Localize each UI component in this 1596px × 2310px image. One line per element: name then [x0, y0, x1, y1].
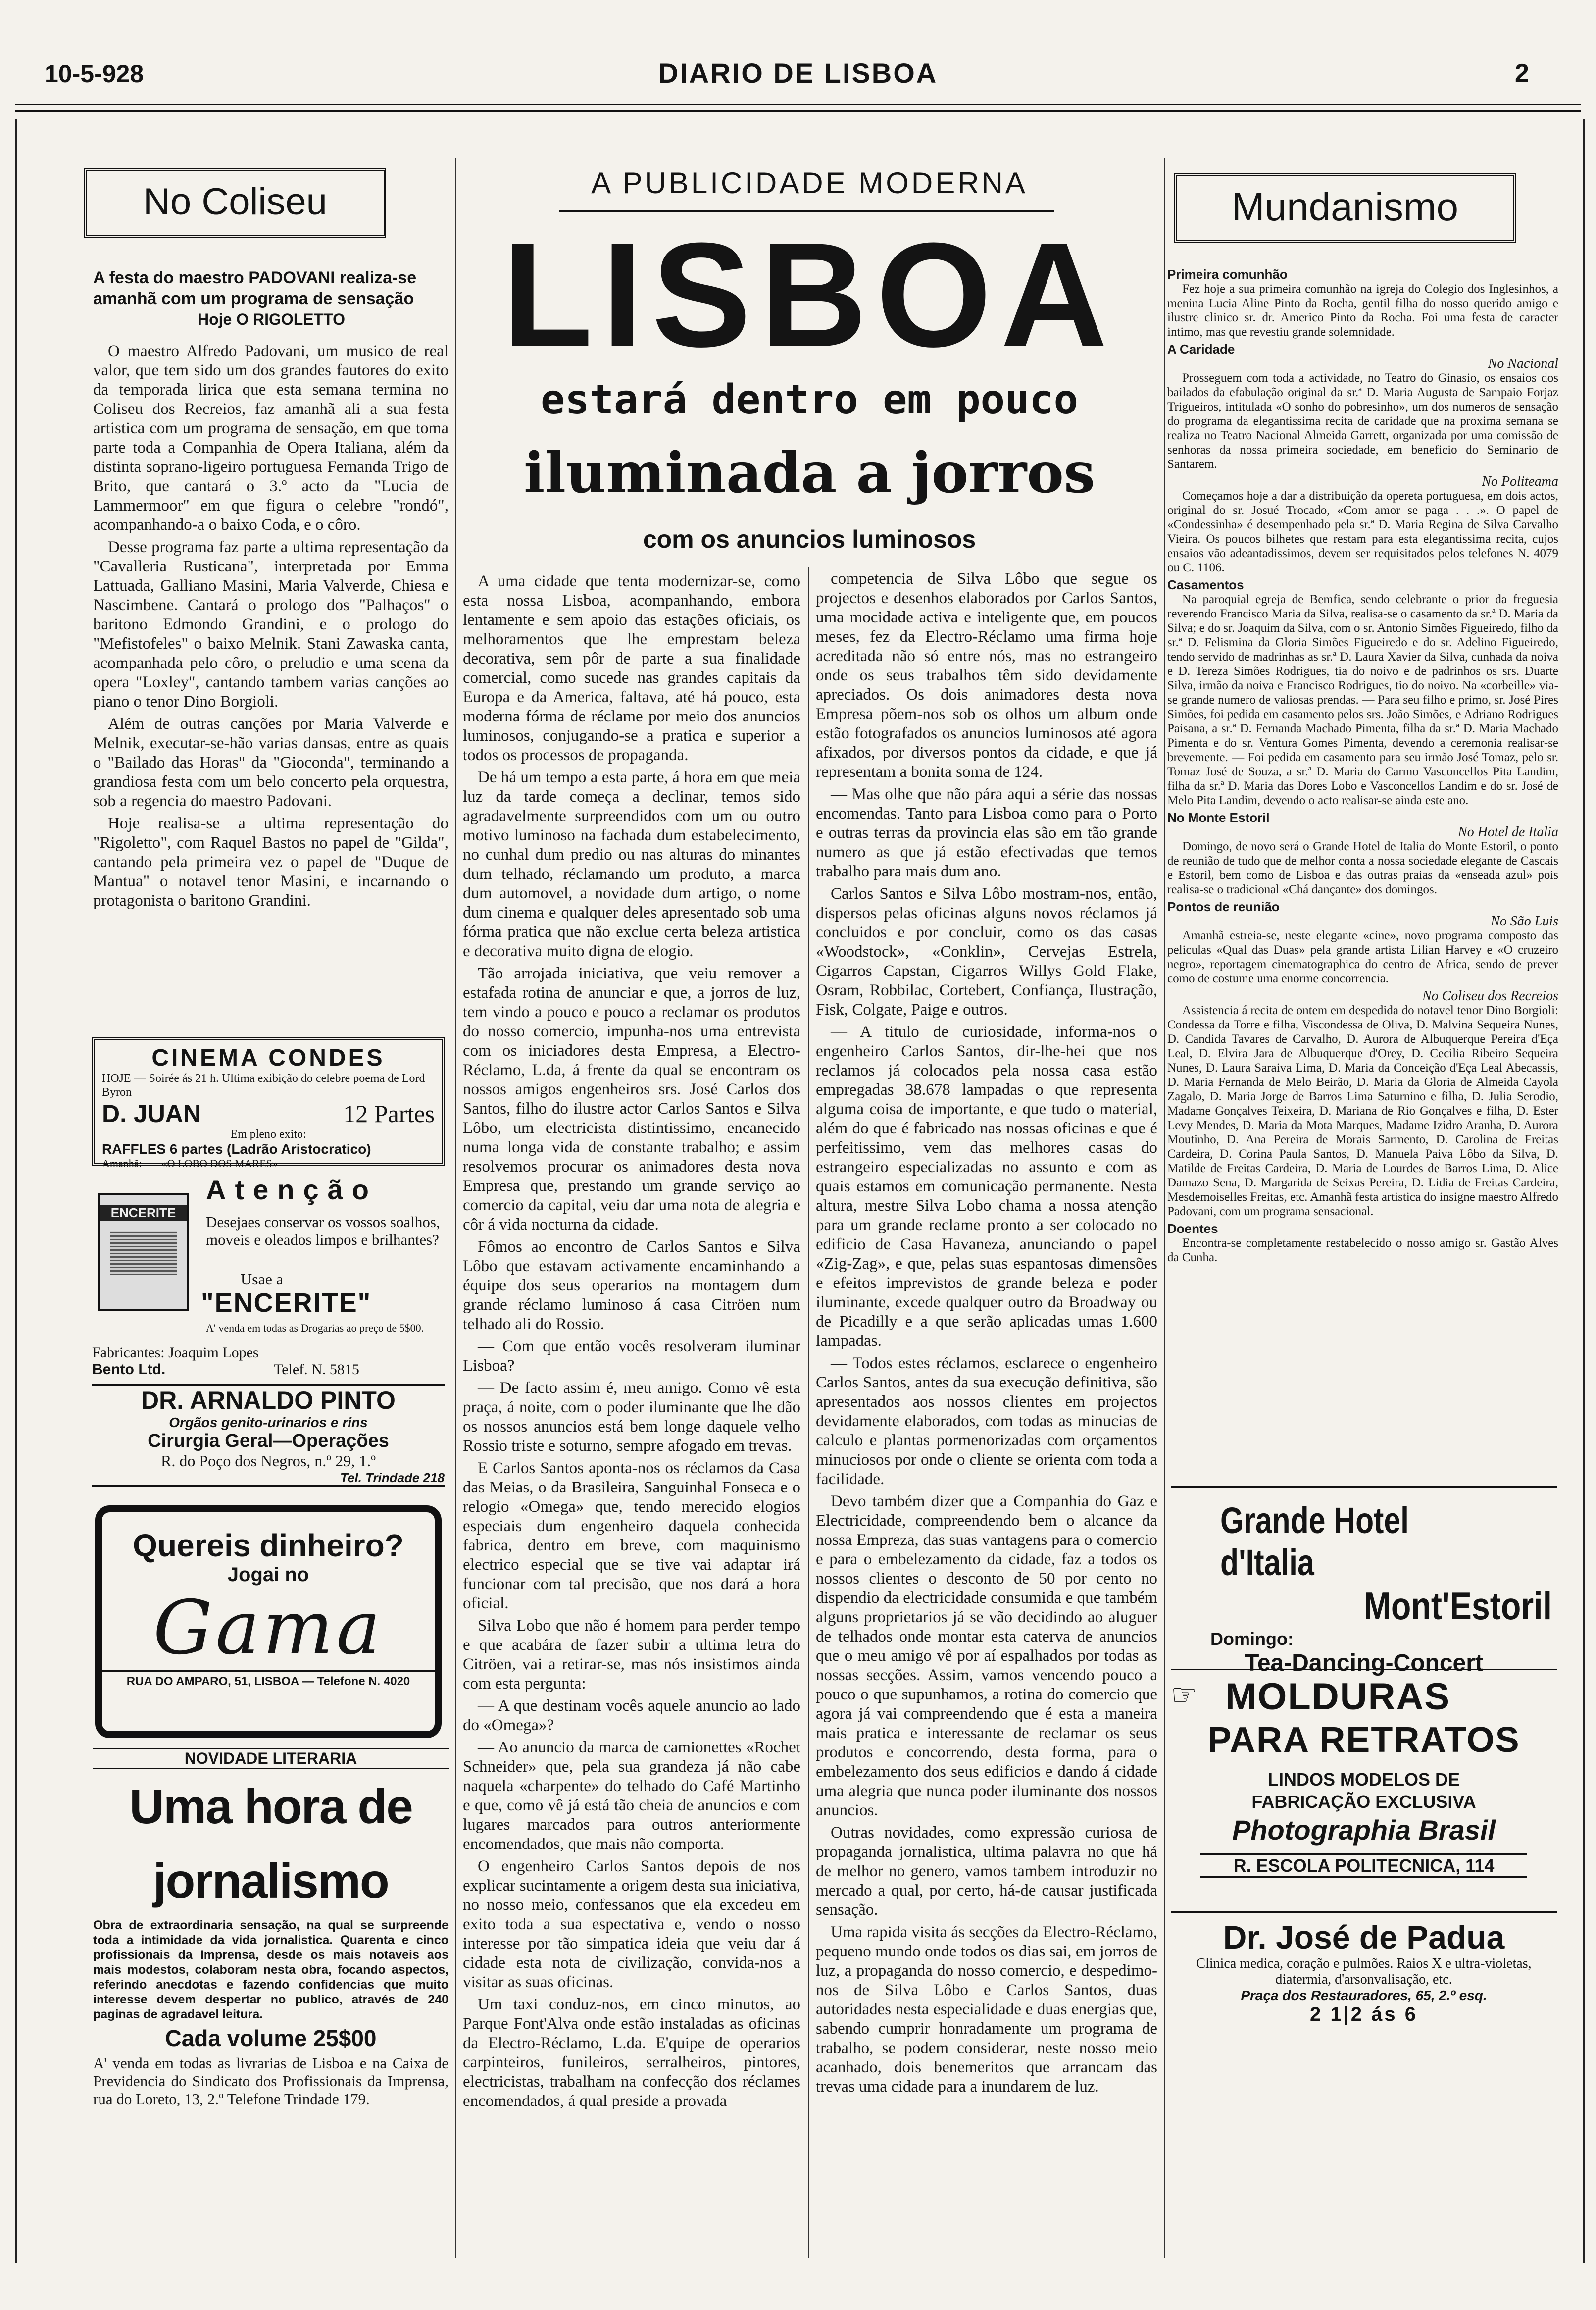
- coliseu-headline-1: A festa do maestro PADOVANI realiza-se: [93, 268, 417, 287]
- book-text: Obra de extraordinaria sensação, na qual se surpreende toda a intimidade da vida jornalistica. Quarenta e cinco profissionais da Imprensa, desde os mais notaveis aos mais modestos, colaboram nesta obra, focando aspectos, referindo anecdotas e fazendo confidencias que muito interesse devem despertar no publico, através de 240 paginas de agradavel leitura.: [93, 1918, 449, 2021]
- article-paragraph: De há um tempo a esta parte, á hora em que meia luz da tarde começa a declinar, temos sido agradavelmente surpreendidos com um ou outro motivo luminoso na fachada dum estabelecimento, no cunhal dum predio ou nas alturas do minantes dum telhado, réclamando um produto, a marca dum automovel, a novidade dum artigo, o nome dum cinema e qualquer deles apresentado sob uma fórma pratica que não exclue certa beleza artistica e decorativa muito digna de elogio.: [463, 769, 800, 960]
- padua-ad: [1171, 1911, 1557, 2072]
- book-label: NOVIDADE LITERARIA: [93, 1748, 449, 1769]
- molduras-line-2: FABRICAÇÃO EXCLUSIVA: [1251, 1792, 1476, 1812]
- section-head: No Monte Estoril: [1167, 810, 1270, 825]
- coliseu-paragraph: Hoje realisa-se a ultima representação do "Rigoletto", com Raquel Bastos no papel de "Gilda", cantando pela primeira vez o papel de "Duque de Mantua" o notavel tenor Masini, e incarnando o protagonista o baritono Grandini.: [93, 815, 449, 910]
- encerite-tin-text: [110, 1231, 177, 1275]
- coliseu-headline-2: amanhã com um programa de sensação: [93, 289, 414, 308]
- gama-ad: [95, 1505, 442, 1738]
- hotel-italia-ad: [1171, 1486, 1557, 1676]
- doctor-name: DR. ARNALDO PINTO: [141, 1386, 396, 1414]
- headline-part-3: iluminada a jorros: [523, 441, 1095, 506]
- section-subhead: No São Luis: [1491, 914, 1558, 929]
- cinema-film: D. JUAN: [102, 1100, 201, 1128]
- book-title: Uma hora de jornalismo: [129, 1779, 412, 1908]
- lisboa-article-col1: [463, 572, 800, 2246]
- section-text: Prosseguem com toda a actividade, no Teatro do Ginasio, os ensaios dos bailados da efabulação original da sr.ª D. Maria Augusta de Sampaio Forjaz Trigueiros, intitulada «O sonho do pobresinho», um dos numeros de sensação do programa da elegantissima recita de caridade que na proxima semana se realiza no Teatro Nacional Almeida Garrett, organizada por uma comissão de senhoras da nossa primeira sociedade, em beneficio do Seminario de Santarem.: [1167, 371, 1558, 471]
- coliseu-paragraph: Além de outras canções por Maria Valverde e Melnik, executar-se-hão varias dansas, entre as quais o "Bailado das Horas" da "Gioconda", terminando a grandiosa festa com um belo concerto pela orquestra, sob a regencia do maestro Padovani.: [93, 715, 449, 810]
- doctor-tel: Tel. Trindade 218: [340, 1470, 445, 1485]
- molduras-subheading: PARA RETRATOS: [1207, 1720, 1520, 1760]
- doctor-spec: Orgãos genito-urinarios e rins: [169, 1415, 368, 1430]
- hotel-event: Tea-Dancing-Concert: [1245, 1650, 1483, 1676]
- mundanismo-box-title: Mundanismo: [1174, 173, 1516, 243]
- molduras-ad: [1171, 1669, 1557, 1903]
- headline-part-4: com os anuncios luminosos: [643, 525, 976, 553]
- cinema-next-label: Em pleno exito:: [230, 1128, 306, 1141]
- cinema-line: HOJE — Soirée ás 21 h. Ultima exibição do celebre poema de Lord Byron: [102, 1072, 425, 1099]
- encerite-tel: Telef. N. 5815: [273, 1361, 359, 1378]
- publicity-kicker: A PUBLICIDADE MODERNA: [591, 166, 1028, 200]
- section-text: Encontra-se completamente restabelecido o nosso amigo sr. Gastão Alves da Cunha.: [1167, 1236, 1558, 1264]
- coliseu-subhead: Hoje O RIGOLETTO: [197, 310, 346, 328]
- page-number: 2: [1515, 59, 1529, 88]
- newspaper-title: DIARIO DE LISBOA: [658, 57, 938, 89]
- coliseu-headline: [93, 267, 449, 330]
- gama-question: Quereis dinheiro?: [133, 1528, 404, 1563]
- section-subhead: No Hotel de Italia: [1458, 824, 1558, 840]
- encerite-heading: Atenção: [206, 1174, 378, 1205]
- column-rule-right: [1164, 158, 1165, 2258]
- cinema-next: RAFFLES 6 partes (Ladrão Aristocratico): [102, 1141, 371, 1157]
- padua-name: Dr. José de Padua: [1223, 1919, 1505, 1955]
- article-paragraph: Devo também dizer que a Companhia do Gaz e Electricidade, compreendendo bem o alcance da nossa Empreza, das suas vantagens para o comercio e para o embelezamento da cidade, faz a todos os nossos clientes o desconto de 50 por cento no dispendio da electricidade consumida e que também alguns proprietarios já se vão decidindo ao aluguer de telhados onde montar esta caterva de anuncios que o meu amigo vê por aí espalhados por todas as nossas secções. Assim, vamos vencendo pouco a pouco o que supunhamos, a rotina do comercio que agora já vai compreendendo que é esta a maneira mais pratica e interessante de reclamar os seus produtos e concorrendo, desta forma, para o embelezamento dos seus edificios e dando á cidade uma alegria que nunca poder iluminante dos nossos anuncios.: [816, 1492, 1157, 1819]
- section-head: A Caridade: [1167, 342, 1235, 357]
- coliseu-paragraph: Desse programa faz parte a ultima representação da "Cavalleria Rusticana", interpretada por Emma Lattuada, Galliano Masini, Maria Valverde, Chiesa e Nascimbene. Cantará o prologo dos "Palhaços" o baritono Edmondo Grandini, e o prologo do "Mefistofeles" o baixo Melnik. Stani Zawaska canta, acompanhada pelo côro, o preludio e uma scena da opera "Loxley", cantando tambem varias canções ao piano o tenor Dino Borgioli.: [93, 538, 449, 711]
- section-subhead: No Politeama: [1482, 474, 1558, 489]
- encerite-tin-label: ENCERITE: [100, 1205, 187, 1221]
- encerite-makers: [92, 1344, 445, 1378]
- article-paragraph: Um taxi conduz-nos, em cinco minutos, ao Parque Font'Alva onde estão instaladas as oficinas da Electro-Réclamo, L.da. E'quipe de operarios carpinteiros, funileiros, serralheiros, pintores, electricistas, trabalham na confecção dos réclames encomendados, á qual preside a provada: [463, 1996, 800, 2110]
- encerite-makers-name: Fabricantes: Joaquim Lopes: [92, 1344, 259, 1361]
- molduras-line-1: LINDOS MODELOS DE: [1267, 1769, 1460, 1790]
- coliseu-box-title: No Coliseu: [84, 168, 386, 238]
- article-paragraph: — Mas olhe que não pára aqui a série das nossas encomendas. Tanto para Lisboa como para o Porto e outras terras da provincia elas são em tão grande numero as que já estão efectivadas que temos trabalho para mais dum ano.: [816, 785, 1157, 880]
- pointing-hand-icon: ☞: [1171, 1678, 1197, 1712]
- article-paragraph: Fômos ao encontro de Carlos Santos e Silva Lôbo que estavam activamente encaminhando a équipe dos seus operarios na montagem dum grande réclamo luminoso á casa Citröen num telhado ali do Rossio.: [463, 1238, 800, 1333]
- cinema-parts: 12 Partes: [343, 1100, 435, 1128]
- padua-hours: 2 1|2 ás 6: [1309, 2003, 1418, 2025]
- lisboa-headline: LISBOA: [502, 211, 1117, 378]
- molduras-address: R. ESCOLA POLITECNICA, 114: [1200, 1853, 1527, 1878]
- header-rule: [15, 104, 1581, 112]
- article-paragraph: A uma cidade que tenta modernizar-se, como esta nossa Lisboa, acompanhando, embora lentamente e sem apoio das estações oficiais, os melhoramentos que lhe emprestam beleza decorativa, sem pôr de parte a sua finalidade comercial, como sucede nas grandes capitais da Europa e da America, faltava, até há pouco, esta moderna fórma de réclame por meio dos anuncios luminosos, conjugando-se a pratica e superior a todos os processos de propaganda.: [463, 572, 800, 764]
- encerite-makers-name-2: Bento Ltd.: [92, 1361, 166, 1378]
- cinema-tomorrow: «O LOBO DOS MARES»: [161, 1157, 278, 1170]
- article-paragraph: O engenheiro Carlos Santos depois de nos explicar sucintamente a origem desta sua iniciativa, no nosso meio, confessanos que ela excedeu em exito toda a sua espectativa e, vendo o nosso interesse por tão simpatica ideia que veiu dar á cidade esta nota de civilização, convida-nos a visitar as suas oficinas.: [463, 1857, 800, 1991]
- article-paragraph: — Ao anuncio da marca de camionettes «Rochet Schneider» que, pela sua grandeza já não cabe naquela «charpente» do telhado do Café Martinho e que, como vê já está tão cheia de anuncios e com lugares marcados para outros anteriormente encomendados, que mais não comporta.: [463, 1739, 800, 1853]
- article-paragraph: Carlos Santos e Silva Lôbo mostram-nos, então, dispersos pelas oficinas alguns novos réclamos já concluidos e por concluir, como os das casas «Woodstock», «Conklin», Cervejas Estrela, Cigarros Capstan, Cigarros Willys Gold Flake, Osram, Robbilac, Cortebert, Confiança, Ilustração, Fisk, Colgate, Paige e outros.: [816, 885, 1157, 1019]
- section-text: Começamos hoje a dar a distribuição da opereta portuguesa, em dois actos, original do sr. Josué Trocado, «Com amor se paga . . .». O papel de «Condessinha» é desempenhado pela sr.ª D. Maria Regina de Silva Carvalho Vieira. Os poucos bilhetes que restam para esta elegantissima recita, cujos ensaios vão adeantadissimos, devem ser requisitados pelos telefones N. 4079 ou C. 1106.: [1167, 489, 1558, 574]
- article-paragraph: Silva Lobo que não é homem para perder tempo e que acabára de fazer subir a ultima letra do Citröen, vai a retirar-se, mas nós insistimos ainda com esta pergunta:: [463, 1617, 800, 1693]
- article-paragraph: E Carlos Santos aponta-nos os réclamos da Casa das Meias, o da Brasileira, Sanguinhal Fonseca e o relogio «Omega» que, tendo merecido elogios especiais dum engenheiro daquela conhecida fabrica, dentro em breve, com maquinismo electrico especial que se tive vai adaptar irá funcionar com tal precisão, que nos dará a hora oficial.: [463, 1459, 800, 1612]
- molduras-heading: MOLDURAS: [1225, 1676, 1451, 1718]
- column-rule-center: [808, 567, 809, 2258]
- article-paragraph: Tão arrojada iniciativa, que veiu remover a estafada rotina de anunciar e que, a jorros de luz, tem vindo a pouco e pouco a reclamar os produtos do nosso comercio, impunha-nos uma entrevista com os iniciadores desta Empresa, a Electro-Réclamo, L.da, á frente da qual se encontram os nossos amigos engenheiros srs. José Carlos dos Santos, filho do ilustre actor Carlos Santos e Silva Lôbo, um electricista distintissimo, encanecido numa longa vida de constante trabalho; e assim resolvemos procurar os animadores desta nova Empresa que, prestando um grande serviço ao comercio da capital, veiu dar uma nota de alegria e côr á vida nocturna da cidade.: [463, 965, 800, 1233]
- section-text: Amanhã estreia-se, neste elegante «cine», novo programa composto das peliculas «Qual das Duas» pela grande artista Lilian Harvey e «O cruzeiro negro», reportagem cinematographica do centro de Africa, sendo de prever como de costume uma enorme concorrencia.: [1167, 929, 1558, 985]
- lisboa-article-col2: [816, 569, 1157, 2246]
- padua-line-1: Clinica medica, coração e pulmões. Raios X e ultra-violetas, diatermia, d'arsonvalisação, etc.: [1196, 1956, 1532, 1987]
- gama-logo: Gama: [153, 1585, 384, 1671]
- headline-part-2: estará dentro em pouco: [540, 376, 1079, 423]
- hotel-name-1: Grande Hotel d'Italia: [1220, 1500, 1409, 1583]
- mundanismo-column: [1167, 267, 1558, 1476]
- coliseu-article: [93, 342, 449, 1018]
- column-rule-left: [455, 158, 456, 2258]
- encerite-brand: "ENCERITE": [201, 1288, 372, 1318]
- article-paragraph: Outras novidades, como expressão curiosa de propaganda jornalistica, ultima palavra no que há de melhor no genero, vamos tambem introduzir no mercado a qual, por certo, há-de causar justificada sensação.: [816, 1824, 1157, 1919]
- section-head: Casamentos: [1167, 577, 1244, 592]
- section-subhead: No Nacional: [1488, 356, 1558, 371]
- issue-date: 10-5-928: [45, 60, 144, 88]
- hotel-name-2: Mont'Estoril: [1363, 1584, 1552, 1628]
- section-text: Na paroquial egreja de Bemfica, sendo celebrante o prior da freguesia reverendo Francisco Maria da Silva, realisa-se o casamento da sr.ª D. Maria da Silva; e do sr. Joaquim da Silva, com o sr. Antonio Simões Figueiredo, filho da sr.ª D. Felismina da Gloria Simões Figueiredo e do sr. Adelino Figueiredo, tendo servido de madrinhas as sr.ª D. Laura Xavier da Silva, cunhada da noiva e D. Tereza Simões Rodrigues, tia do noivo e de padrinhos os srs. Duarte Silva, irmão da noiva e Francisco Rodrigues, tio do noivo. Na «corbeille» via-se grande numero de valiosas prendas. — Para seu filho e primo, sr. José Pires Simões, foi pedida em casamento pelos srs. João Simões, e Adriano Rodrigues Paisana, a sr.ª D. Fernanda Machado Pimenta, filha da sr.ª D. Maria Machado Pimenta e do sr. Ventura Gomes Pimenta, devendo a ceremonia realisar-se brevemente. — Foi pedida em casamento para seu irmão José Tomaz, pelo sr. Tomaz José de Souza, a sr.ª D. Maria do Carmo Vasconcellos Pita Landim, filha da sr.ª D. Maria das Dores Lobo e Vasconcellos Landim e do sr. José de Melo Pita Landim, devendo o acto realisar-se ainda este ano.: [1167, 593, 1558, 807]
- book-ad: [93, 1748, 449, 2108]
- section-head: Pontos de reunião: [1167, 899, 1280, 914]
- hotel-day: Domingo:: [1210, 1629, 1294, 1649]
- article-paragraph: competencia de Silva Lôbo que segue os projectos e desenhos elaborados por Carlos Santos, uma mocidade activa e inteligente que, em poucos meses, fez da Electro-Réclamo uma firma hoje acreditada não só entre nós, mas no estrangeiro onde os seus trabalhos têm sido devidamente apreciados. Os dois animadores desta nova Empresa põem-nos sob os olhos um album onde estão fotografados os anuncios luminosos até agora afixados, por diversos pontos da cidade, e que já representam a bonita soma de 124.: [816, 570, 1157, 781]
- section-subhead: No Coliseu dos Recreios: [1422, 988, 1558, 1004]
- doctor-address: R. do Poço dos Negros, n.º 29, 1.º: [160, 1452, 376, 1470]
- cinema-condes-ad: [92, 1037, 445, 1170]
- article-paragraph: Uma rapida visita ás secções da Electro-Réclamo, pequeno mundo onde todos os dias sai, em jorros de luz, a propaganda do nosso comercio, e despedimo-nos de Silva Lôbo e Carlos Santos, duas autoridades nesta especialidade e duas energias que, sabendo cumprir honradamente um programa de trabalho, se podem considerar, neste nosso meio acanhado, dois benemeritos que arrancam das trevas uma cidade para a inundarem de luz.: [816, 1923, 1157, 2096]
- coliseu-paragraph: O maestro Alfredo Padovani, um musico de real valor, que tem sido um dos grandes fautores do exito da temporada lirica que esta semana termina no Coliseu dos Recreios, faz amanhã ali a sua festa artistica com um programa de sensação, em que toma parte toda a Companhia de Opera Italiana, além da distinta soprano-ligeiro portuguesa Fernanda Trigo de Brito, que cantará o 3.º acto da "Lucia de Lammermoor" em que figura o celebre "rondó", acompanhando-a o baixo Coda, e o côro.: [93, 342, 449, 534]
- section-text: Domingo, de novo será o Grande Hotel de Italia do Monte Estoril, o ponto de reunião de tudo que de melhor conta a nossa sociedade elegante de Cascais e Estoril, bem como de Lisboa e das outras praias da «enseada azul» pois realisa-se o tradicional «Chá dançante» dos domingos.: [1167, 840, 1558, 896]
- article-paragraph: — A titulo de curiosidade, informa-nos o engenheiro Carlos Santos, dir-lhe-hei que nos reclamos já colocados pela nossa casa estão empregadas 38.678 lampadas o que representa alguma coisa de importante, e que tudo o material, além do que é fabricado nas nossas oficinas e que é perfeitissimo, vem das melhores casas do estrangeiro especializadas no assunto e com as quais estamos em comunicação permanente. Nesta altura, mestre Silva Lobo chama a nossa atenção para um grande reclame pronto a ser colocado no edificio de Casa Havaneza, anunciando o papel «Zig-Zag», e que, pelas suas espantosas dimensões e efeitos imprevistos de grande beleza e poder iluminante, excede qualquer outro da Broadway ou de Picadilly e a que serão aplicadas umas 1.600 lampadas.: [816, 1023, 1157, 1350]
- gama-play: Jogai no: [227, 1564, 309, 1586]
- article-paragraph: — A que destinam vocês aquele anuncio ao lado do «Omega»?: [463, 1697, 800, 1734]
- encerite-sale: A' venda em todas as Drogarias ao preço de 5$00.: [206, 1322, 424, 1334]
- gama-address: RUA DO AMPARO, 51, LISBOA — Telefone N. 4020: [102, 1670, 435, 1689]
- article-paragraph: — Todos estes réclamos, esclarece o engenheiro Carlos Santos, antes da sua execução definitiva, são apresentados aos nossos clientes em projectos devidamente elaborados, com todas as minucias de calculo e plantas pormenorizadas com orçamentos minuciosos por onde o cliente se orienta com toda a facilidade.: [816, 1354, 1157, 1488]
- encerite-tin-image: [98, 1193, 189, 1311]
- padua-address: Praça dos Restauradores, 65, 2.º esq.: [1241, 1988, 1487, 2003]
- encerite-text: Desejaes conservar os vossos soalhos, moveis e oleados limpos e brilhantes?: [206, 1213, 440, 1248]
- cinema-title: CINEMA CONDES: [151, 1045, 385, 1071]
- encerite-ad: [92, 1174, 445, 1382]
- doctor-surgery: Cirurgia Geral—Operações: [148, 1431, 389, 1451]
- article-paragraph: — Com que então vocês resolveram iluminar Lisboa?: [463, 1337, 800, 1375]
- cinema-tomorrow-label: Amanhã:: [102, 1157, 142, 1170]
- doctor-arnaldo-ad: [92, 1384, 445, 1487]
- article-paragraph: — De facto assim é, meu amigo. Como vê esta praça, á noite, com o poder iluminante que lhe dão os nossos anuncios está bem longe daquele velho Rossio triste e soturno, sempre afogado em trevas.: [463, 1379, 800, 1455]
- encerite-use: Usae a: [241, 1270, 284, 1288]
- section-head: Doentes: [1167, 1221, 1218, 1236]
- section-text: Fez hoje a sua primeira comunhão na igreja do Colegio dos Inglesinhos, a menina Lucia Aline Pinto da Rocha, gentil filha do nosso querido amigo e ilustre clinico sr. dr. Americo Pinto da Rocha. Foi uma festa de caracter intimo, mas que revestiu grande solemnidade.: [1167, 282, 1558, 339]
- book-price: Cada volume 25$00: [165, 2025, 377, 2051]
- book-sale: A' venda em todas as livrarias de Lisboa e na Caixa de Previdencia do Sindicato dos Profissionais da Imprensa, rua do Loreto, 13, 2.º Telefone Trindade 179.: [93, 2054, 449, 2107]
- section-text: Assistencia á recita de ontem em despedida do notavel tenor Dino Borgioli: Condessa da Torre e filha, Viscondessa de Oliva, D. Malvina Sequeira Nunes, D. Candida Tavares de Carvalho, D. Aurora de Albuquerque Pereira d'Eça Leal, D. Elvira Jara de Albuquerque d'Orey, D. Cecilia Ribeiro Sequeira Nunes, D. Laura Saraiva Lima, D. Maria da Conceição d'Eça Leal Abecassis, D. Maria Fernanda de Melo Beirão, D. Maria da Gloria de Almeida Cayola Zagalo, D. Maria Jorge de Barros Lima Saturnino e filha, D. Julia Serodio, Madame Gonçalves Teixeira, D. Mariana de Rio Gonçalves e filha, D. Ester Levy Mendes, D. Maria da Mota Marques, Madame Izidro Aranha, D. Aurora Moutinho, D. Ana Pereira de Morais Sarmento, D. Carolina de Freitas Cardeira, D. Corina Paula Santos, D. Manuela Paiva Lôbo da Silva, D. Matilde de Freitas Cardeira, D. Maria de Lourdes de Barros Lima, D. Alice Damazo Sena, D. Margarida de Seixas Pereira, D. Lidia de Freitas Cardeira, Mesdemoiselles Freitas, etc. Amanhã festa artistica do insigne maestro Alfredo Padovani, com um programa sensacional.: [1167, 1004, 1558, 1218]
- section-head: Primeira comunhão: [1167, 267, 1288, 282]
- molduras-shop: Photographia Brasil: [1232, 1814, 1496, 1846]
